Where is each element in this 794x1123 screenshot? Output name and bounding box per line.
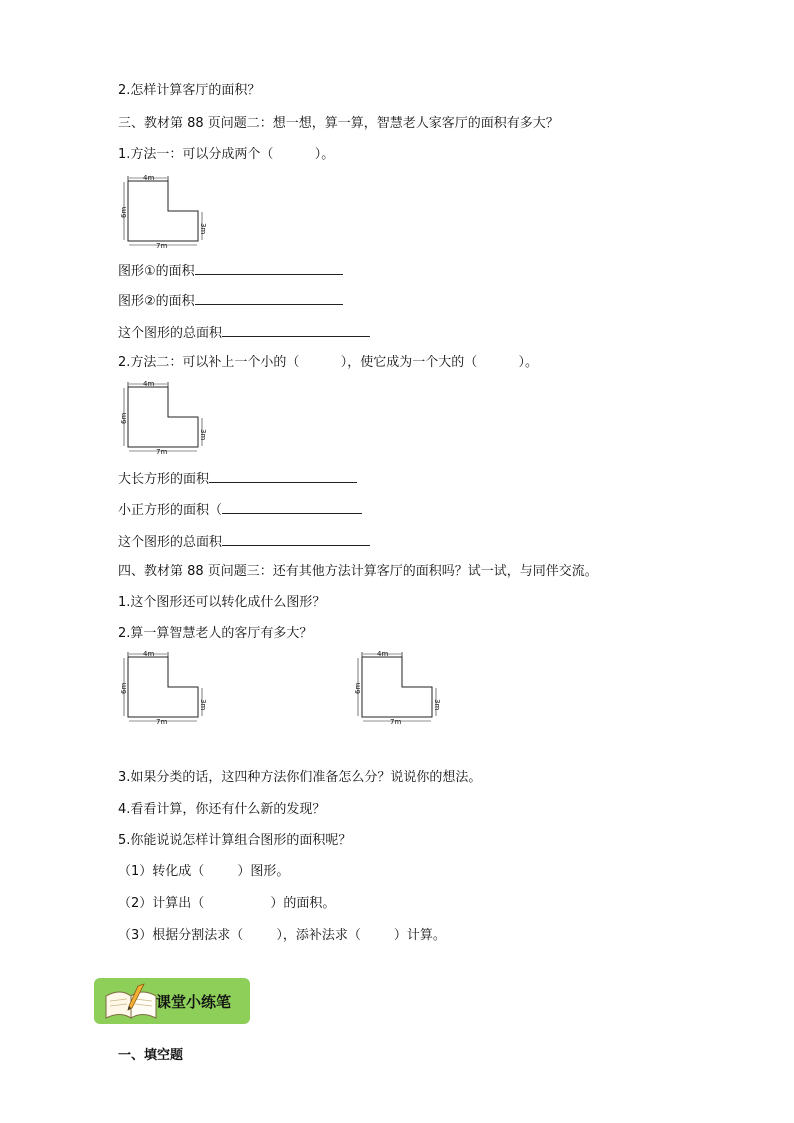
l-shape-outline	[128, 657, 198, 717]
answer-blank[interactable]	[222, 500, 362, 514]
label-left: 6m	[120, 206, 128, 218]
label-left: 6m	[120, 682, 128, 694]
label-left: 6m	[120, 412, 128, 424]
answer-label: 图形②的面积	[118, 294, 195, 309]
question-text: 5.你能说说怎样计算组合图形的面积呢？	[118, 833, 352, 848]
answer-label: 这个图形的总面积	[118, 535, 223, 550]
answer-label: 图形①的面积	[118, 264, 195, 279]
answer-line	[118, 323, 370, 342]
answer-line	[118, 469, 357, 488]
answer-line	[118, 532, 370, 551]
answer-line	[118, 291, 343, 310]
answer-line	[118, 261, 343, 280]
l-shape-outline	[128, 387, 198, 447]
badge-label: 课堂小练笔	[156, 993, 232, 1011]
answer-blank[interactable]	[209, 469, 357, 483]
section-heading: 三、教材第 88 页问题二：想一想，算一算，智慧老人家客厅的面积有多大？	[118, 116, 559, 131]
l-shape-outline	[362, 657, 432, 717]
l-shape-figure-1	[116, 172, 211, 250]
label-right: 3m	[199, 429, 207, 441]
answer-blank[interactable]	[222, 532, 370, 546]
answer-blank[interactable]	[222, 323, 370, 337]
label-bottom: 7m	[156, 242, 168, 250]
question-text: 1.方法一：可以分成两个（ ）。	[118, 147, 335, 162]
label-bottom: 7m	[390, 718, 402, 726]
label-bottom: 7m	[156, 448, 168, 456]
question-text: 2.方法二：可以补上一个小的（ ），使它成为一个大的（ ）。	[118, 355, 539, 370]
sub-question: （2）计算出（ ）的面积。	[118, 896, 336, 911]
question-text: 2.怎样计算客厅的面积？	[118, 83, 261, 98]
book-pencil-icon	[102, 982, 160, 1022]
answer-label: 这个图形的总面积	[118, 326, 223, 341]
l-shape-figure-4	[350, 648, 445, 726]
label-right: 3m	[433, 699, 441, 711]
label-top: 4m	[143, 174, 155, 182]
answer-line	[118, 500, 362, 519]
l-shape-figure-3	[116, 648, 211, 726]
l-shape-outline	[128, 181, 198, 241]
question-text: 4.看看计算，你还有什么新的发现？	[118, 802, 326, 817]
label-top: 4m	[143, 650, 155, 658]
question-text: 2.算一算智慧老人的客厅有多大？	[118, 626, 313, 641]
label-top: 4m	[143, 380, 155, 388]
answer-blank[interactable]	[195, 291, 343, 305]
question-text: 3.如果分类的话，这四种方法你们准备怎么分？说说你的想法。	[118, 770, 482, 785]
practice-badge	[94, 978, 250, 1024]
answer-blank[interactable]	[195, 261, 343, 275]
section-heading: 四、教材第 88 页问题三：还有其他方法计算客厅的面积吗？试一试，与同伴交流。	[118, 564, 598, 579]
sub-question: （3）根据分割法求（ ），添补法求（ ）计算。	[118, 928, 446, 943]
section-heading: 一、填空题	[118, 1048, 184, 1063]
answer-label: 大长方形的面积	[118, 472, 210, 487]
l-shape-figure-2	[116, 378, 211, 456]
sub-question: （1）转化成（ ）图形。	[118, 864, 290, 879]
label-top: 4m	[377, 650, 389, 658]
label-right: 3m	[199, 699, 207, 711]
label-left: 6m	[354, 682, 362, 694]
answer-label: 小正方形的面积（	[118, 503, 223, 518]
label-bottom: 7m	[156, 718, 168, 726]
question-text: 1.这个图形还可以转化成什么图形？	[118, 595, 326, 610]
label-right: 3m	[199, 223, 207, 235]
